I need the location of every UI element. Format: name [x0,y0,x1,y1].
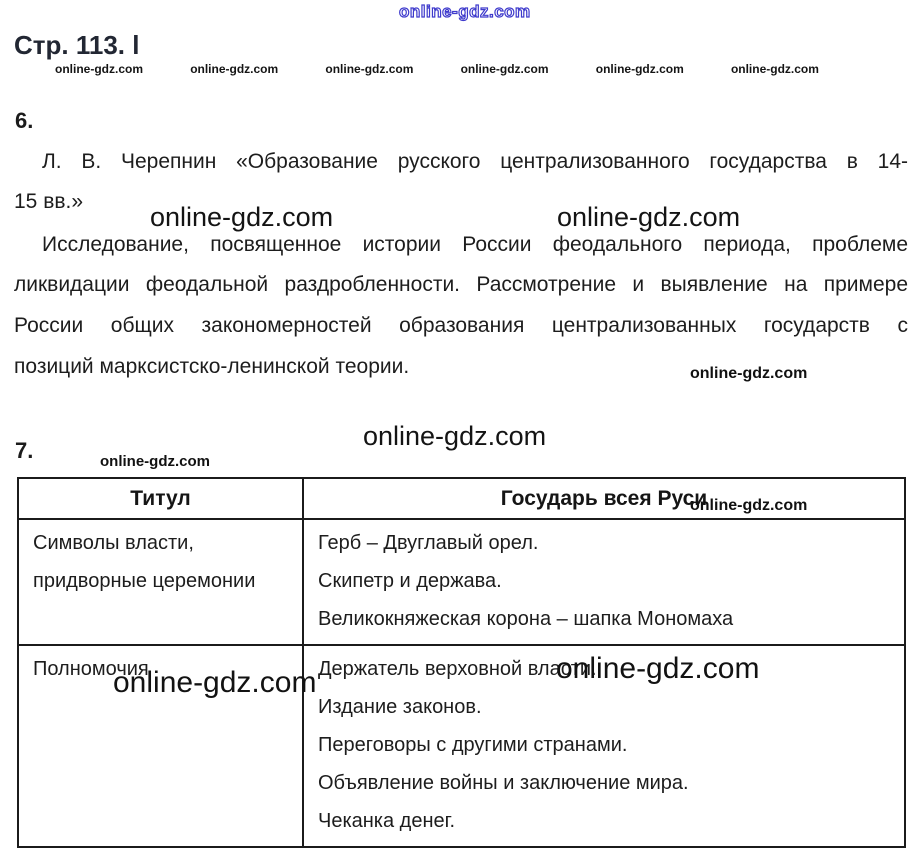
row2-value-line: Переговоры с другими странами. [318,734,628,756]
summary-line-2: ликвидации феодальной раздробленности. Рассмотрение и выявление на примере [14,273,908,296]
row2-value-line: Держатель верховной власти. [318,658,597,680]
watermark-online-gdz: online-gdz.com [690,497,808,514]
watermark-online-gdz: online-gdz.com [460,62,549,76]
book-title-line-2: 15 вв.» [14,190,84,213]
watermark-row [55,62,819,76]
row1-title-cell [18,519,303,645]
page-heading: Стр. 113. l [14,30,140,60]
titles-table-wrapper [17,477,906,848]
watermark-online-gdz: online-gdz.com [190,62,279,76]
row1-title-line: придворные церемонии [33,570,256,592]
row2-value-line: Объявление войны и заключение мира. [318,772,689,794]
row1-value-line: Великокняжеская корона – шапка Мономаха [318,608,734,630]
book-title-line-1: Л. В. Черепнин «Образование русского централизованного государства в 14- [42,150,908,173]
watermark-online-gdz-blue: online-gdz.com [399,2,531,21]
titles-table [17,477,906,848]
row1-value-line: Скипетр и держава. [318,570,502,592]
summary-line-4: позиций марксистско-ленинской теории. [14,355,410,378]
section-7-number: 7. [15,438,34,463]
row2-title-line: Полномочия [33,658,149,680]
watermark-online-gdz: online-gdz.com [557,202,741,232]
watermark-online-gdz: online-gdz.com [113,666,317,699]
row2-value-line: Чеканка денег. [318,810,456,832]
watermark-online-gdz: online-gdz.com [690,365,808,382]
row2-value-line: Издание законов. [318,696,482,718]
watermark-online-gdz: online-gdz.com [325,62,414,76]
summary-line-1: Исследование, посвященное истории России феодального периода, проблеме [42,233,908,256]
watermark-online-gdz: online-gdz.com [100,453,210,470]
table-row [18,519,905,645]
watermark-online-gdz: online-gdz.com [730,62,819,76]
watermark-online-gdz: online-gdz.com [556,652,760,685]
watermark-online-gdz: online-gdz.com [55,62,143,76]
table-header-titul: Титул [18,478,303,519]
watermark-online-gdz: online-gdz.com [595,62,684,76]
row1-value-line: Герб – Двуглавый орел. [318,532,539,554]
row1-title-line: Символы власти, [33,532,194,554]
row1-value-cell [303,519,905,645]
table-header-gosudar: Государь всея Руси [303,478,905,519]
section-6-number: 6. [15,108,34,133]
watermark-online-gdz: online-gdz.com [150,202,334,232]
watermark-online-gdz: online-gdz.com [363,421,547,451]
summary-line-3: России общих закономерностей образования централизованных государств с [14,314,908,337]
